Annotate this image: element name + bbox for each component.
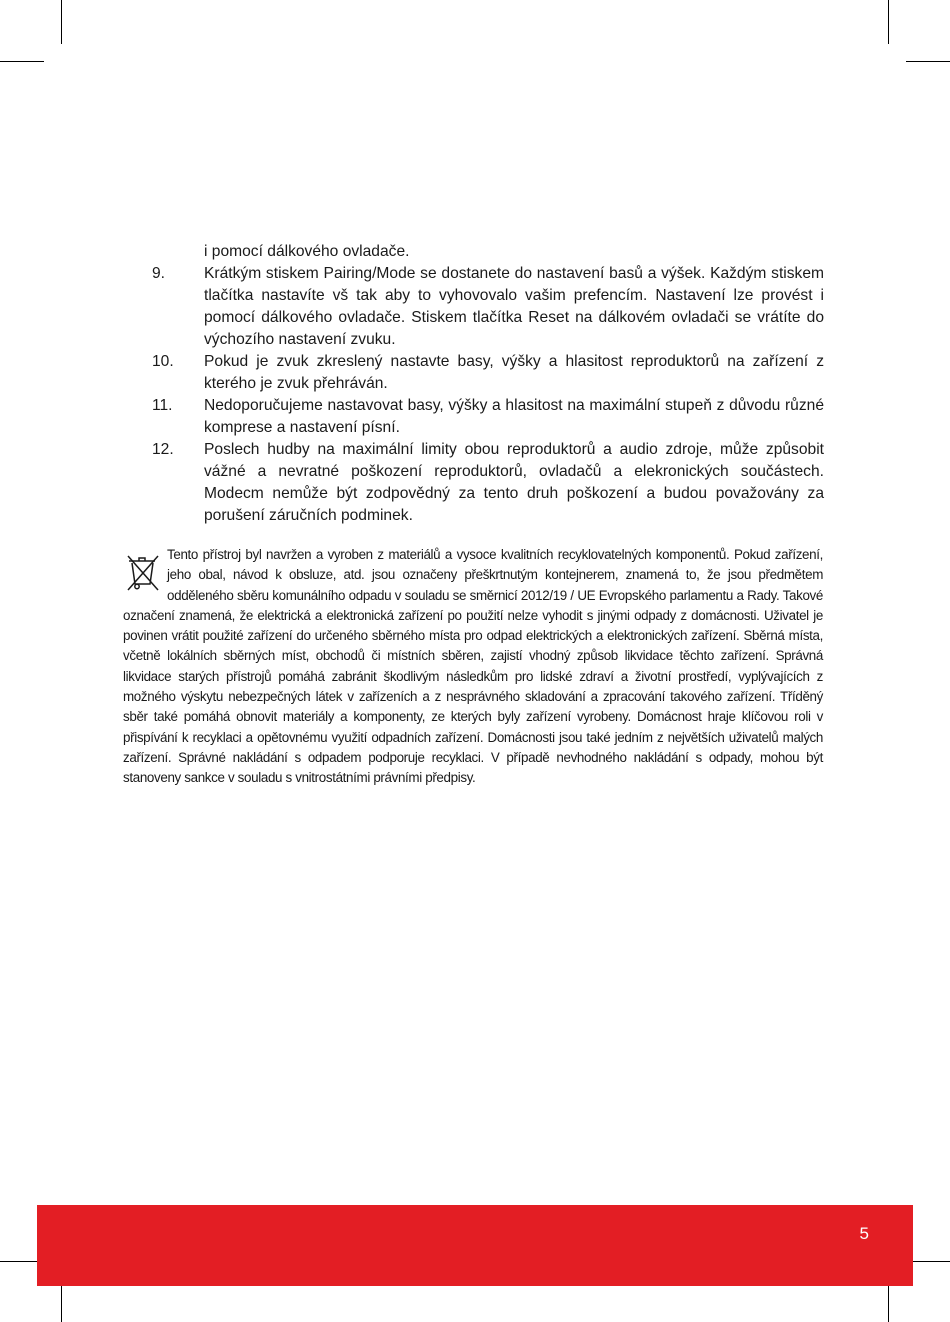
list-item	[152, 395, 824, 439]
item-number: 9.	[152, 265, 166, 282]
item-number: 10.	[152, 353, 174, 370]
footer-bar	[37, 1205, 913, 1286]
item-text: Poslech hudby na maximální limity obou reproduktorů a audio zdroje, může způsobit vážné a nevratné poškození reproduktorů, ovladačů a elekronických součástech. Modecm nemůže být zodpovědný za tento druh poškození a budou považovány za porušení záručních podminek.	[204, 441, 824, 524]
crop-mark-top-left-vertical	[61, 0, 62, 44]
crop-mark-top-right-vertical	[888, 0, 889, 44]
item-number: 12.	[152, 441, 174, 458]
crossed-out-wheelie-bin-icon	[125, 552, 161, 592]
list-item-continuation	[152, 241, 824, 263]
instruction-list	[152, 241, 824, 527]
list-item	[152, 263, 824, 351]
page-number: 5	[859, 1224, 870, 1243]
list-item	[152, 439, 824, 527]
item-text: Krátkým stiskem Pairing/Mode se dostanete do nastavení basů a výšek. Každým stiskem tlačítka nastavíte vš tak aby to vyhovovalo vašim prefencím. Nastavení lze provést i pomocí dálkového ovladače. Stiskem tlačítka Reset na dálkovém ovladači se vrátíte do výchozího nastavení zvuku.	[204, 265, 824, 348]
list-item	[152, 351, 824, 395]
continuation-text: i pomocí dálkového ovladače.	[204, 243, 410, 260]
crop-mark-top-left-horizontal	[0, 61, 44, 62]
item-number: 11.	[152, 397, 173, 414]
crop-mark-top-right-horizontal	[906, 61, 950, 62]
weee-disposal-notice	[123, 545, 823, 789]
item-text: Nedoporučujeme nastavovat basy, výšky a hlasitost na maximální stupeň z důvodu různé komprese a nastavení písní.	[204, 397, 824, 436]
item-text: Pokud je zvuk zkreslený nastavte basy, výšky a hlasitost reproduktorů na zařízení z kterého je zvuk přehráván.	[204, 353, 824, 392]
weee-text: Tento přístroj byl navržen a vyroben z materiálů a vysoce kvalitních recyklovatelných komponentů. Pokud zařízení, jeho obal, návod k obsluze, atd. jsou označeny přeškrtnutým kontejnerem, znamená to, že jsou předmětem odděleného sběru komunálního odpadu v souladu se směrnicí 2012/19 / UE Evropského parlamentu a Rady. Takové označení znamená, že elektrická a elektronická zařízení po použití nelze vyhodit s jinými odpady z domácnosti. Uživatel je povinen vrátit použité zařízení do určeného sběrného místa pro odpad elektrických a elektronických zařízení. Sběrná místa, včetně lokálních sběrných míst, obchodů či místních sběren, zajistí vhodný způsob likvidace těchto zařízení. Správná likvidace starých přístrojů pomáhá zabránit škodlivým následkům pro lidské zdraví a životní prostředí, vyplývajících z možného výskytu nebezpečných látek v zařízeních a z nesprávného skladování a zpracování takového zařízení. Tříděný sběr také pomáhá obnovit materiály a komponenty, ze kterých byly zařízení vyrobeny. Domácnost hraje klíčovou roli v přispívání k recyklaci a opětovnému využití odpadních zařízení. Domácnosti jsou také jedním z největších uživatelů malých zařízení. Správné nakládání s odpadem podporuje recyklaci. V případě nevhodného nakládání s odpady, mohou být stanoveny sankce v souladu s vnitrostátními právními předpisy.	[123, 547, 823, 786]
